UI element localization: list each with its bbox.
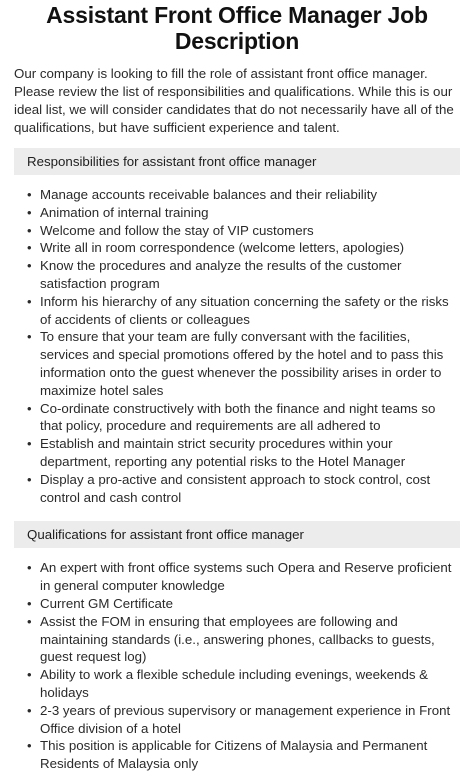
intro-paragraph: Our company is looking to fill the role of assistant front office manager. Please review the list of responsibilities and qualifications. While this is our ideal list, we will consider candidates that do not necessarily have all of the qualifications, but have sufficient experience and talent. (14, 66, 454, 135)
list-item (27, 435, 460, 471)
list-item-text: Welcome and follow the stay of VIP customers (40, 222, 314, 238)
list-item (27, 559, 460, 595)
list-item-text: Assist the FOM in ensuring that employees are following and maintaining standards (i.e., answering phones, callbacks to guests, guest request log) (40, 613, 435, 665)
list-item-text: Animation of internal training (40, 204, 209, 220)
bullet-icon: • (27, 329, 32, 345)
bullet-icon: • (27, 187, 32, 202)
list-item-text: Ability to work a flexible schedule including evenings, weekends & holidays (40, 667, 429, 700)
list-item (27, 737, 460, 773)
list-item (27, 595, 460, 613)
bullet-icon: • (27, 738, 32, 754)
bullet-icon: • (27, 240, 32, 256)
page-title: Assistant Front Office Manager Job Description (46, 2, 428, 54)
list-item (27, 204, 460, 222)
bullet-icon: • (27, 471, 32, 487)
bullet-icon: • (27, 293, 32, 309)
responsibilities-list (14, 186, 460, 506)
list-item (27, 702, 460, 738)
list-item-text: 2-3 years of previous supervisory or management experience in Front Office division of a hotel (40, 702, 451, 736)
list-item-text: Display a pro-active and consistent approach to stock control, cost control and cash control (40, 471, 431, 505)
list-item (27, 293, 460, 329)
bullet-icon: • (27, 595, 32, 611)
list-item-text: To ensure that your team are fully conversant with the facilities, services and special promotions offered by the hotel and to pass this information onto the guest whenever the possibility arises in order to maximize hotel sales (40, 329, 444, 398)
list-item (27, 239, 460, 257)
list-item-text: Write all in room correspondence (welcome letters, apologies) (40, 240, 405, 256)
bullet-icon: • (27, 613, 32, 629)
list-item (27, 222, 460, 240)
list-item-text: This position is applicable for Citizens of Malaysia and Permanent Residents of Malaysia only (40, 738, 428, 772)
bullet-icon: • (27, 702, 32, 718)
bullet-icon: • (27, 667, 32, 683)
bullet-icon: • (27, 204, 32, 220)
list-item-text: Establish and maintain strict security procedures within your department, reporting any potential risks to the Hotel Manager (40, 436, 406, 469)
list-item (27, 471, 460, 507)
qualifications-heading: Qualifications for assistant front office manager (14, 521, 460, 548)
responsibilities-heading: Responsibilities for assistant front office manager (14, 148, 460, 175)
qualifications-list (14, 559, 460, 773)
list-item (27, 257, 460, 293)
list-item-text: An expert with front office systems such Opera and Reserve proficient in general computer knowledge (40, 560, 452, 594)
list-item-text: Manage accounts receivable balances and their reliability (40, 187, 378, 202)
list-item (27, 328, 460, 399)
list-item-text: Co-ordinate constructively with both the finance and night teams so that policy, procedure and requirements are all adhered to (40, 400, 436, 434)
list-item (27, 186, 460, 204)
bullet-icon: • (27, 436, 32, 452)
bullet-icon: • (27, 258, 32, 274)
bullet-icon: • (27, 222, 32, 238)
bullet-icon: • (27, 560, 32, 576)
bullet-icon: • (27, 400, 32, 416)
list-item (27, 400, 460, 436)
list-item-text: Know the procedures and analyze the results of the customer satisfaction program (40, 258, 402, 291)
list-item (27, 613, 460, 666)
list-item-text: Current GM Certificate (40, 595, 174, 611)
list-item-text: Inform his hierarchy of any situation concerning the safety or the risks of accidents of clients or colleagues (40, 293, 449, 327)
list-item (27, 666, 460, 702)
